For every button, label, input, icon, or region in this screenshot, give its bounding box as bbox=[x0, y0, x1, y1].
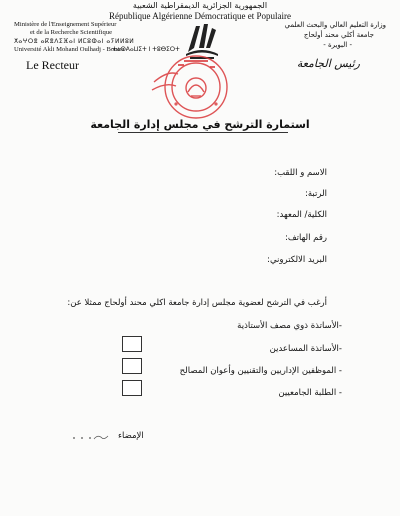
title-underline bbox=[118, 132, 288, 133]
option-professors-label: -الأساتذة ذوي مصف الأستاذية bbox=[237, 321, 342, 331]
recteur-fr: Le Recteur bbox=[26, 58, 79, 72]
header-fr-republic: République Algérienne Démocratique et Populaire bbox=[109, 11, 291, 21]
checkbox-professors[interactable] bbox=[122, 336, 142, 352]
ministry-line-2: et de la Recherche Scientifique bbox=[30, 29, 113, 36]
field-name-label: الاسم و اللقب: bbox=[274, 168, 327, 178]
option-students-label: - الطلبة الجامعيين bbox=[278, 388, 342, 398]
field-email-label: البريد الالكتروني: bbox=[267, 255, 327, 265]
university-fr: Université Akli Mohand Oulhadj - Bouira - bbox=[14, 46, 129, 53]
university-ar: جامعة أكلي محند أولحاج bbox=[303, 31, 374, 39]
signature-line bbox=[70, 433, 112, 441]
checkbox-staff[interactable] bbox=[122, 380, 142, 396]
option-staff-label: - الموظفين الإداريين والتقنيين وأعوان المصالح bbox=[179, 366, 342, 376]
recteur-ar: رئيس الجامعة bbox=[296, 57, 360, 70]
ministry-line-1: Ministère de l'Enseignement Supérieur bbox=[14, 21, 117, 28]
header-ar-republic: الجمهورية الجزائرية الديمقراطية الشعبية bbox=[132, 1, 268, 10]
option-assistants-label: -الأساتذة المساعدين bbox=[269, 344, 342, 354]
tifinagh-line-2: ⵜⴰⵙⴷⴰⵡⵉⵜ ⵏ ⵜⵓⴱⵉⵔⵜ bbox=[112, 46, 180, 53]
signature-label: الإمضاء bbox=[118, 431, 144, 441]
form-title: استمارة الترشح في مجلس إدارة الجامعة bbox=[90, 118, 310, 131]
tifinagh-line: ⵅⴰⵖⵔⴻ ⴰⴽⴻⴷⵉⴼⴰⵏ ⵍⵎⵓⵀⴰⵏ ⴰⵢⵍⵍⵓⵍ bbox=[14, 38, 135, 45]
checkbox-assistants[interactable] bbox=[122, 358, 142, 374]
city-ar: - البويرة - bbox=[323, 41, 352, 49]
field-rank-label: الرتبة: bbox=[305, 189, 327, 199]
ministry-ar: وزارة التعليم العالي والبحث العلمي bbox=[284, 21, 386, 29]
field-phone-label: رقم الهاتف: bbox=[284, 233, 327, 243]
field-faculty-label: الكلية/ المعهد: bbox=[276, 210, 327, 220]
official-stamp-icon bbox=[148, 52, 230, 122]
candidacy-intro: أرغب في الترشح لعضوية مجلس إدارة جامعة اكلي محند أولحاج ممثلا عن: bbox=[67, 298, 327, 308]
